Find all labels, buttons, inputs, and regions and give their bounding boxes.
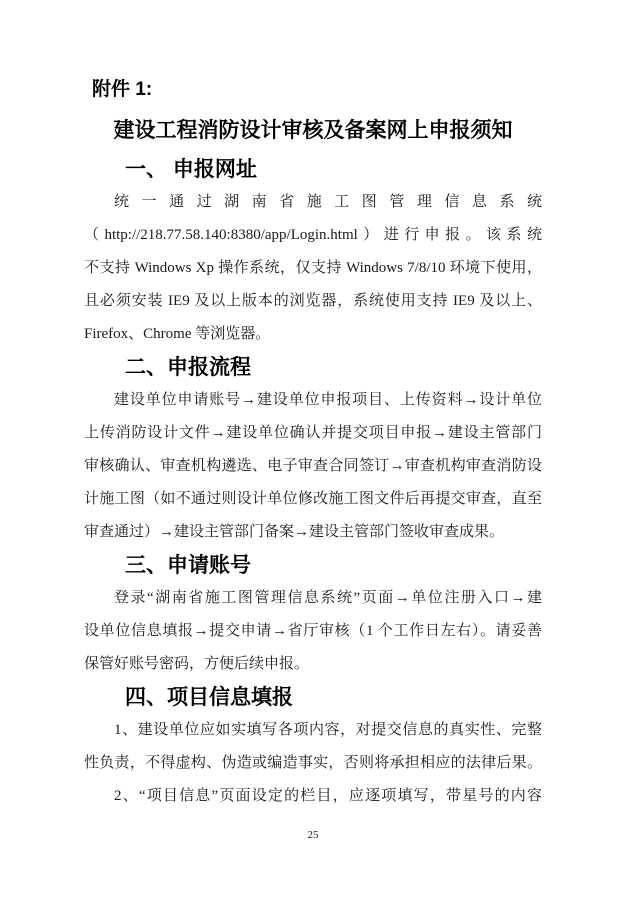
body-line: 统一通过湖南省施工图管理信息系统 xyxy=(114,194,542,210)
body-line: 审核确认、审查机构遴选、电子审查合同签订→审查机构审查消防设 xyxy=(84,458,542,474)
section-heading-4: 四、项目信息填报 xyxy=(125,686,293,709)
body-line: 审查通过）→建设主管部门备案→建设主管部门签收审查成果。 xyxy=(84,524,505,540)
body-line: （http://218.77.58.140:8380/app/Login.html）进行申报。该系统 xyxy=(84,227,542,243)
body-line: 上传消防设计文件→建设单位确认并提交项目申报→建设主管部门 xyxy=(84,425,542,441)
body-line: Firefox、Chrome 等浏览器。 xyxy=(84,326,271,342)
body-line: 登录“湖南省施工图管理信息系统”页面→单位注册入口→建 xyxy=(114,590,542,606)
body-line: 保管好账号密码，方便后续申报。 xyxy=(84,656,310,672)
body-line: 不支持 Windows Xp 操作系统，仅支持 Windows 7/8/10 环境下使用， xyxy=(84,260,542,276)
section-heading-2: 二、申报流程 xyxy=(125,356,251,379)
body-line: 且必须安装 IE9 及以上版本的浏览器，系统使用支持 IE9 及以上、 xyxy=(84,293,542,309)
document-sections xyxy=(84,153,542,813)
body-line: 计施工图（如不通过则设计单位修改施工图文件后再提交审查，直至 xyxy=(84,491,542,507)
document-content xyxy=(84,0,542,846)
body-line: 设单位信息填报→提交申请→省厅审核（1 个工作日左右）。请妥善 xyxy=(84,623,542,639)
document-title: 建设工程消防设计审核及备案网上申报须知 xyxy=(113,119,513,142)
page-number: 25 xyxy=(307,829,319,841)
body-line: 性负责，不得虚构、伪造或编造事实，否则将承担相应的法律后果。 xyxy=(84,755,542,771)
body-line: 建设单位申请账号→建设单位申报项目、上传资料→设计单位 xyxy=(114,392,542,408)
body-line: 2、“项目信息”页面设定的栏目，应逐项填写，带星号的内容 xyxy=(114,788,542,804)
attachment-label: 附件 1: xyxy=(92,79,153,100)
body-line: 1、建设单位应如实填写各项内容，对提交信息的真实性、完整 xyxy=(114,722,542,738)
section-heading-1: 一、 申报网址 xyxy=(125,158,257,181)
section-heading-3: 三、申请账号 xyxy=(125,554,251,577)
